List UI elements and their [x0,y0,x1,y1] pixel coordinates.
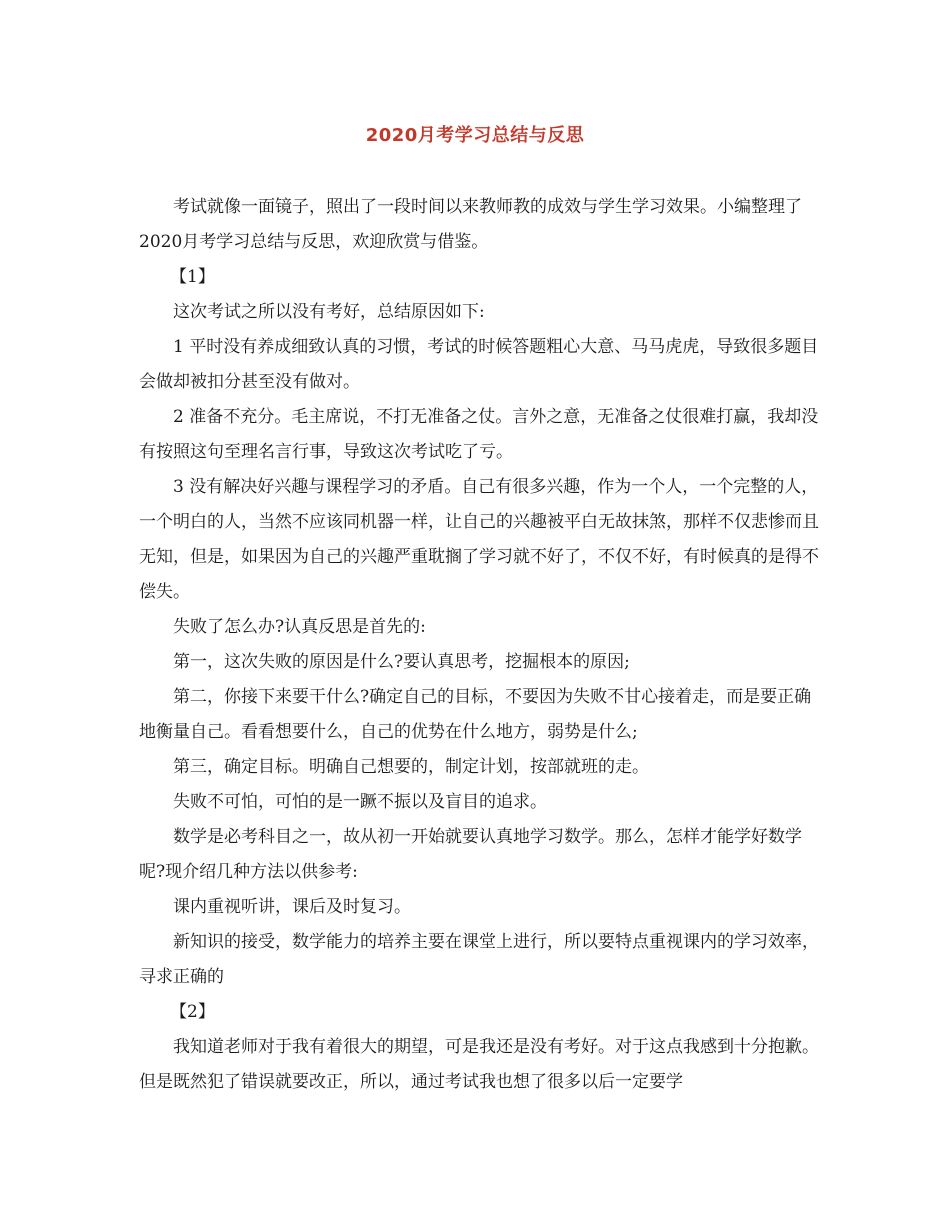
paragraph: 新知识的接受，数学能力的培养主要在课堂上进行，所以要特点重视课内的学习效率，寻求正确的 [139,932,819,987]
paragraph: 考试就像一面镜子，照出了一段时间以来教师教的成效与学生学习效果。小编整理了2020月考学习总结与反思，欢迎欣赏与借鉴。 [139,197,802,252]
document-title: 2020月考学习总结与反思 [365,125,585,146]
paragraph: 1 平时没有养成细致认真的习惯，考试的时候答题粗心大意、马马虎虎，导致很多题目会做却被扣分甚至没有做对。 [139,337,819,392]
paragraph: 我知道老师对于我有着很大的期望，可是我还是没有考好。对于这点我感到十分抱歉。但是既然犯了错误就要改正，所以，通过考试我也想了很多以后一定要学 [139,1037,819,1092]
paragraph: 第二，你接下来要干什么?确定自己的目标，不要因为失败不甘心接着走，而是要正确地衡量自己。看看想要什么，自己的优势在什么地方，弱势是什么; [139,687,812,742]
section-marker: 【1】 [170,267,215,287]
paragraph: 失败不可怕，可怕的是一蹶不振以及盲目的追求。 [173,792,547,812]
paragraph: 第一，这次失败的原因是什么?要认真思考，挖掘根本的原因; [173,652,630,672]
document-body [139,190,819,1100]
paragraph: 数学是必考科目之一，故从初一开始就要认真地学习数学。那么，怎样才能学好数学呢?现介绍几种方法以供参考: [139,827,802,882]
paragraph: 失败了怎么办?认真反思是首先的: [173,617,426,637]
section-marker: 【2】 [170,1002,215,1022]
paragraph: 第三，确定目标。明确自己想要的，制定计划，按部就班的走。 [173,757,649,777]
paragraph: 课内重视听讲，课后及时复习。 [173,897,411,917]
paragraph: 3 没有解决好兴趣与课程学习的矛盾。自己有很多兴趣，作为一个人，一个完整的人，一个明白的人，当然不应该同机器一样，让自己的兴趣被平白无故抹煞，那样不仅悲惨而且无知，但是，如果因为自己的兴趣严重耽搁了学习就不好了，不仅不好，有时候真的是得不偿失。 [139,477,819,602]
paragraph: 2 准备不充分。毛主席说，不打无准备之仗。言外之意，无准备之仗很难打赢，我却没有按照这句至理名言行事，导致这次考试吃了亏。 [139,407,819,462]
paragraph: 这次考试之所以没有考好，总结原因如下: [173,302,485,322]
